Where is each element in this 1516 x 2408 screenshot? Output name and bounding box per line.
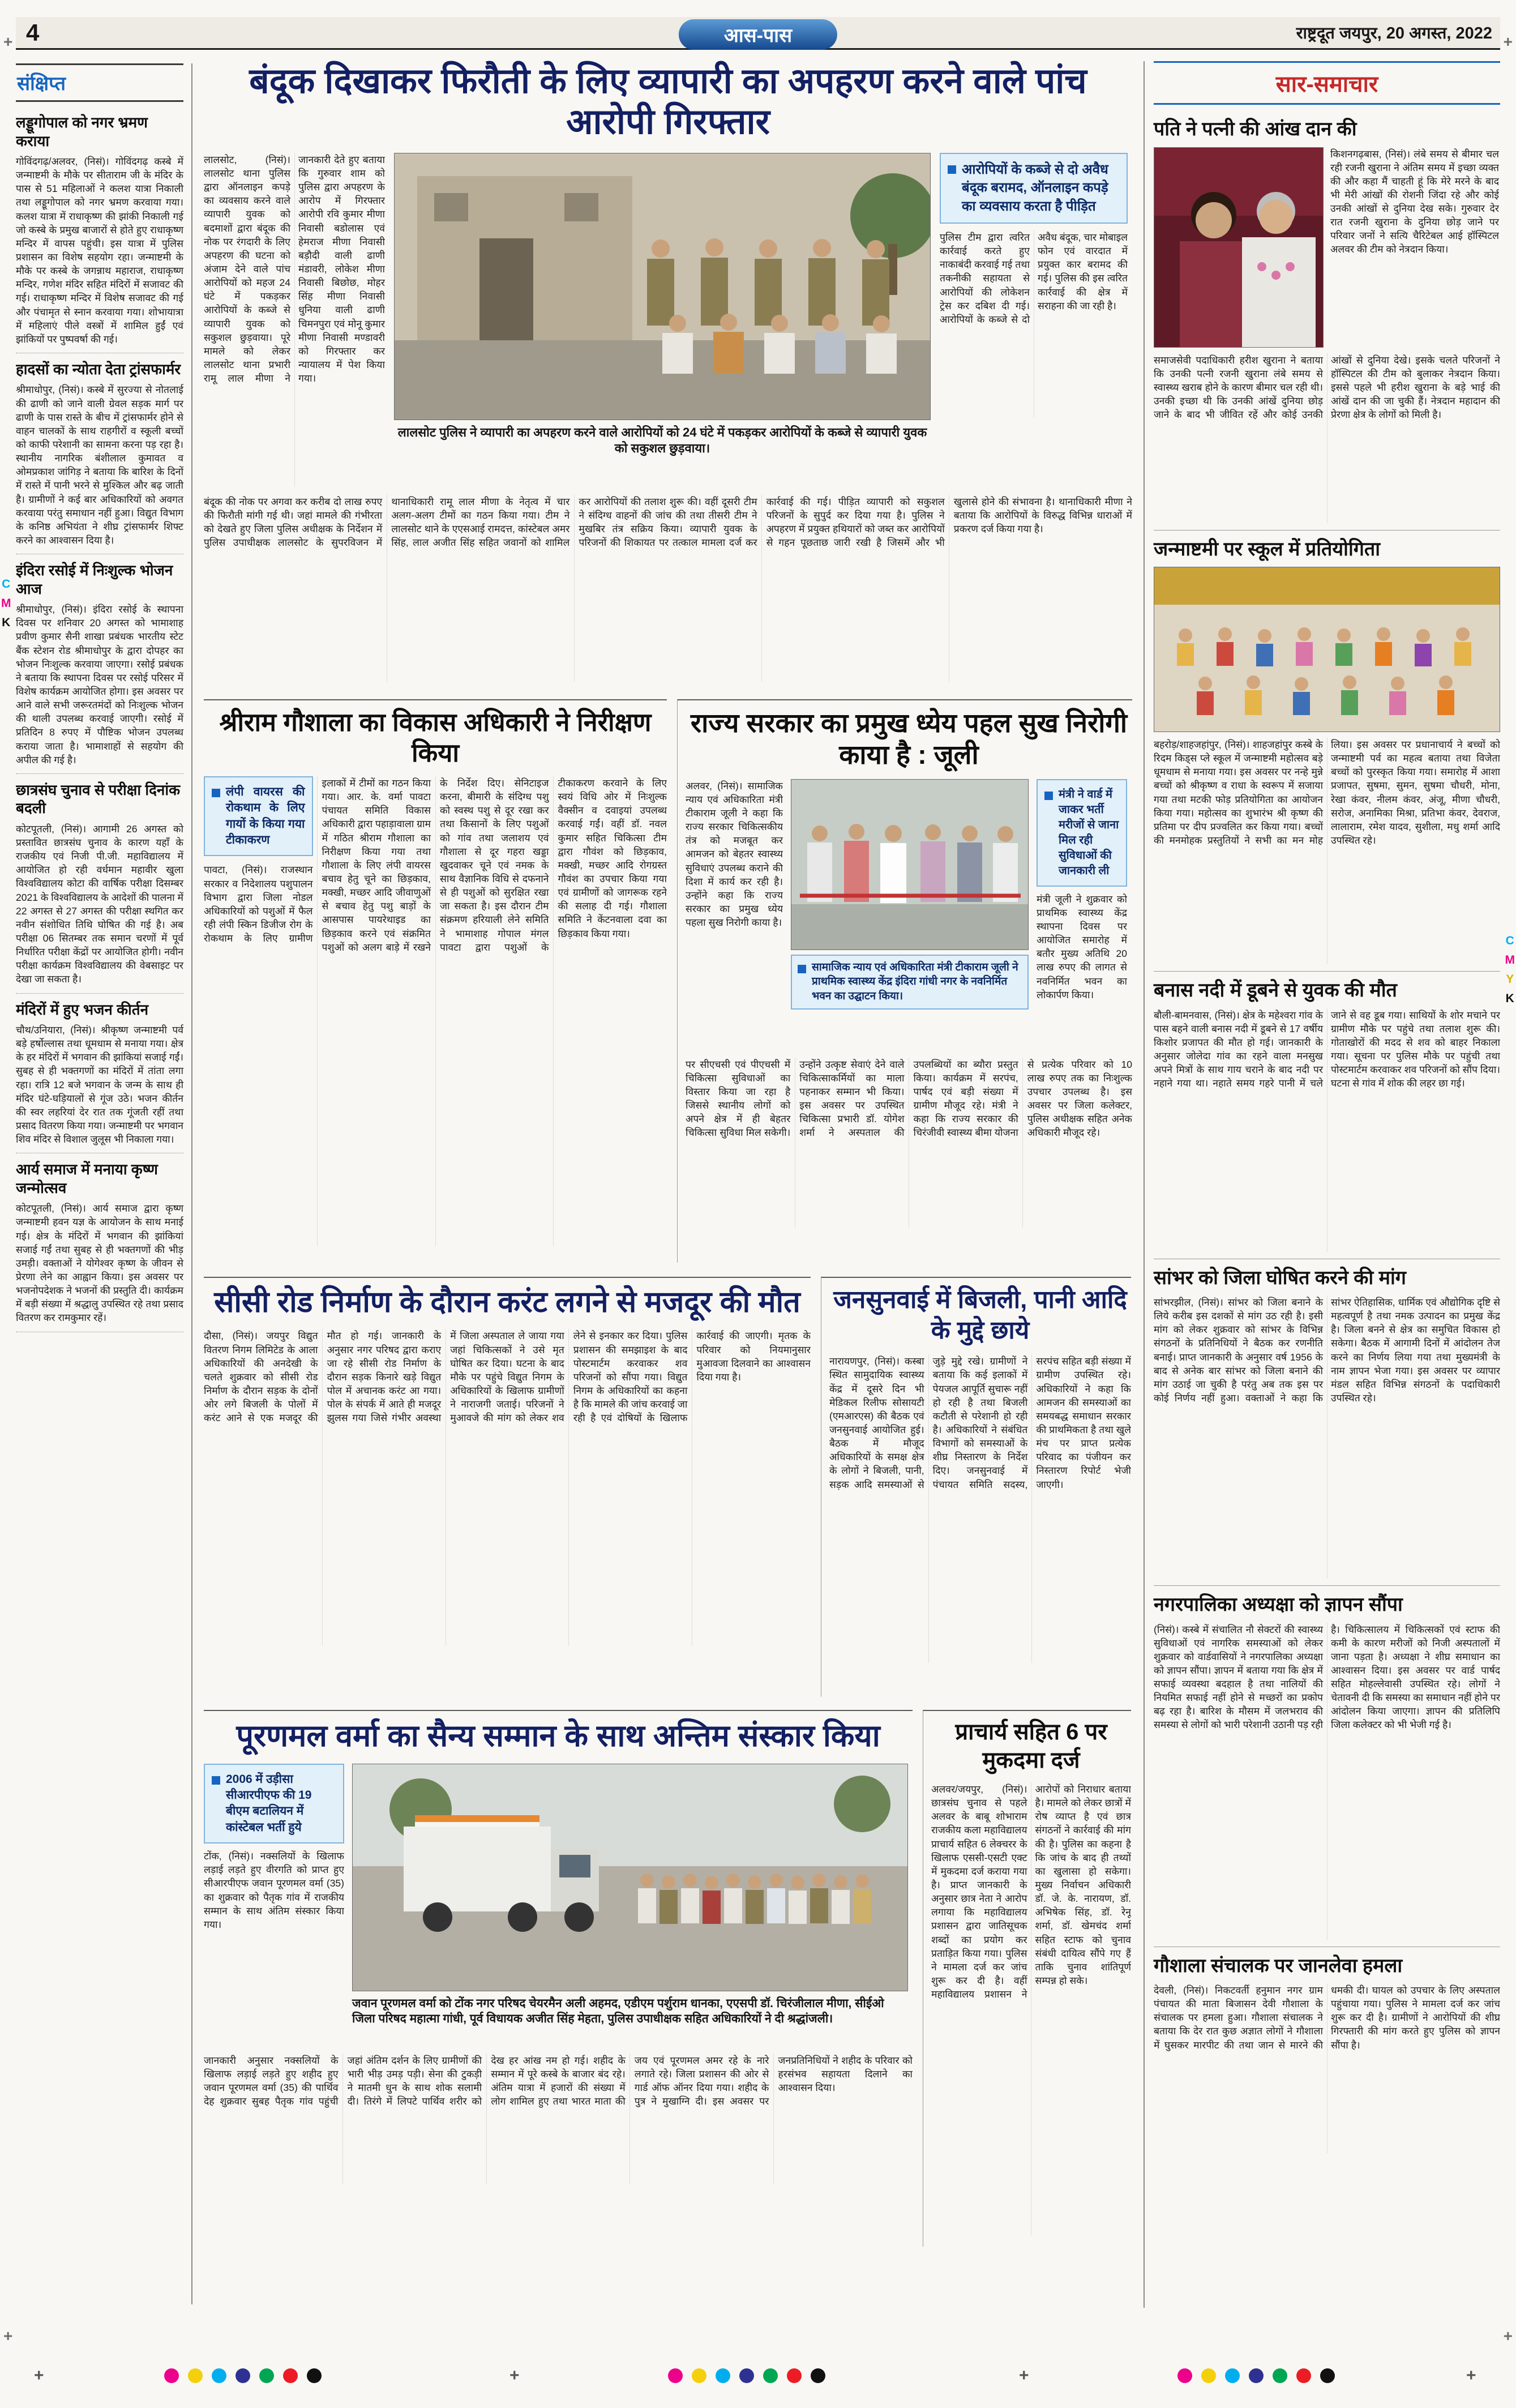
saar-headline: सांभर को जिला घोषित करने की मांग [1154,1267,1406,1289]
red-dot [1296,2368,1311,2383]
lead-photo [394,153,931,420]
brief-body: गोविंदगढ़/अलवर, (निसं)। गोविंदगढ़ कस्बे में जन्माष्टमी के मौके पर सीताराम जी के मंदिर के पास से 51 महिलाओं ने कलश यात्रा निकाली तथा लड्डूगोपाल को नगर भ्रमण करवाया गया। कलश यात्रा में राधाकृष्ण की झांकी निकाली गई जो कस्बे के प्रमुख बाजारों से होते हुए राधाकृष्ण मन्दिर में वापस पहुंची। इस यात्रा में पुलिस प्रशासन का विशेष सहयोग रहा। जन्माष्टमी के मौके पर कस्बे के जगन्नाथ महाराज, राधाकृष्ण मन्दिर, गणेश मंदिर सहित मंदिरों में सजावट की गई। राधाकृष्ण मन्दिर में विशेष सजावट की गई और पंचामृत से स्नान करवाया गया। शोभायात्रा में महिलाएं पीले वस्त्रों में शामिल हुईं एवं झांकियों पर पुष्पवर्षा की गई। [16,156,183,345]
julie-side-box-text: मंत्री ने वार्ड में जाकर भर्ती मरीजों से जाना मिल रही सुविधाओं की जानकारी ली [1059,788,1119,877]
registration-cross: + [1466,2366,1476,2385]
cyan-dot [716,2368,730,2383]
gaushala-headline: श्रीराम गौशाला का विकास अधिकारी ने निरीक्षण किया [219,708,652,767]
lead-article [204,61,1132,682]
square-bullet-icon [1044,792,1053,800]
yellow-letter: Y [1506,973,1514,986]
black-letter: K [1505,992,1514,1005]
magenta-dot [1177,2368,1192,2383]
crop-mark: + [1503,33,1513,50]
lead-photo-illustration [395,153,930,420]
lead-photo-figure [394,153,931,487]
yellow-dot [1201,2368,1216,2383]
edition-date: राष्ट्रदूत जयपुर, 20 अगस्त, 2022 [1296,24,1492,42]
julie-photo-figure [791,779,1029,1051]
brief-item [16,1153,183,1332]
saar-column [1144,61,1500,2308]
saar-body: बहरोड़/शाहजहांपुर, (निसं)। शाहजहांपुर कस्बे के रिदम किड्स प्ले स्कूल में जन्माष्टमी महोत्सव बड़े धूमधाम से मनाया गया। इस अवसर पर नन्हे मुन्ने बच्चों को श्रीकृष्ण व राधा के स्वरूप में सजाया गया तथा मटकी फोड़ प्रतियोगिता का आयोजन किया गया। महोत्सव का शुभारंभ श्री कृष्ण की प्रतिमा पर दीप प्रज्वलित कर किया गया। बच्चों की मनमोहक प्रस्तुतियों ने सभी का मन मोह लिया। इस अवसर पर प्रधानाचार्य ने बच्चों को जन्माष्टमी पर्व का महत्व बताया तथा विजेता बच्चों को पुरस्कृत किया गया। समारोह में आशा प्रजापत, सुषमा, सुमन, सुषमा चौधरी, मोना, रेखा कंवर, नीलम कंवर, अंजू, मीणा चौधरी, सरोज, अनामिका मिश्रा, प्रतिभा कंवर, देवराज, लालाराम, रमेश यादव, सुशीला, मधु शर्मा आदि उपस्थित रहे। [1154,739,1500,846]
julie-headline: राज्य सरकार का प्रमुख ध्येय पहल सुख निरोगी काया है : जूली [690,708,1128,770]
registration-marks-row [0,2368,1516,2385]
ccroad-headline: सीसी रोड निर्माण के दौरान करंट लगने से मजदूर की मौत [214,1286,800,1319]
lead-headline: बंदूक दिखाकर फिरौती के लिए व्यापारी का अपहरण करने वाले पांच आरोपी गिरफ्तार [249,62,1087,142]
julie-body-bottom: पर सीएचसी एवं पीएचसी में चिकित्सा सुविधाओं का विस्तार किया जा रहा है जिससे स्थानीय लोगों को अपने क्षेत्र में ही बेहतर चिकित्सा सुविधा मिल सकेगी। उन्होंने उत्कृष्ट सेवाएं देने वाले चिकित्साकर्मियों का माला पहनाकर सम्मान भी किया। इस अवसर पर उपस्थित चिकित्सा प्रभारी डॉ. योगेश शर्मा ने अस्पताल की उपलब्धियों का ब्यौरा प्रस्तुत किया। कार्यक्रम में सरपंच, पार्षद एवं बड़ी संख्या में ग्रामीण मौजूद रहे। मंत्री ने कहा कि राज्य सरकार की चिरंजीवी स्वास्थ्य बीमा योजना से प्रत्येक परिवार को 10 लाख रुपए तक का निःशुल्क उपचार उपलब्ध है। इस अवसर पर जिला कलेक्टर, पुलिस अधीक्षक सहित अनेक अधिकारी मौजूद रहे। [686,1058,1132,1139]
saar-body: देवली, (निसं)। निकटवर्ती हनुमान नगर ग्राम पंचायत की माता बिजासन देवी गौशाला के संचालक पर हमला हुआ। गौशाला संचालक ने बताया कि देर रात कुछ अज्ञात लोगों ने गौशाला में घुसकर मारपीट की तथा जान से मारने की धमकी दी। घायल को उपचार के लिए अस्पताल पहुंचाया गया। पुलिस ने मामला दर्ज कर जांच शुरू कर दी है। ग्रामीणों ने आरोपियों की शीघ्र गिरफ्तारी की मांग करते हुए पुलिस को ज्ञापन सौंपा है। [1154,1984,1500,2051]
purnmal-photo-caption: जवान पूरणमल वर्मा को टोंक नगर परिषद चेयरमैन अली अहमद, एडीएम पर्शुराम धानका, एएसपी डॉ. चिरंजीलाल मीणा, सीईओ जिला परिषद महात्मा गांधी, पूर्व विधायक अजीत सिंह मेहता, पुलिस उपाधीक्षक सहित अधिकारियों ने दी श्रद्धांजली। [352,1996,884,2026]
lead-highlight-box [940,153,1128,224]
school-children-illustration [1154,567,1500,732]
building-shape [417,176,632,340]
square-bullet-icon [212,1776,220,1785]
registration-cross: + [1019,2366,1029,2385]
julie-photo [791,779,1029,950]
registration-cross: + [509,2366,520,2385]
julie-side-box [1037,779,1127,887]
brief-body: श्रीमाधोपुर, (निसं)। कस्बे में सुरज्या से नोतलाई की ढाणी को जाने वाली ग्रेवल सड़क मार्ग पर ढाणी के पास रास्ते के बीच में ट्रांसफार्मर होने से वाहन चालकों के साथ राहगीरों व स्कूली बच्चों को काफी परेशानी का सामना करना पड़ रहा है। स्थानीय नागरिक बंशीलाल कुमावत व ओमप्रकाश जांगिड़ ने बताया कि बारिश के दिनों में रास्ते में पानी भरने से मुश्किल और बढ़ जाती है। ग्रामीणों ने कई बार अधिकारियों को अवगत करवाया परंतु समाधान नहीं हुआ। विद्युत विभाग के कनिष्ठ अभियंता ने शीघ्र ट्रांसफार्मर शिफ्ट करने का आश्वासन दिया है। [16,384,183,546]
cmyk-letters-left [1,578,11,630]
black-letter: K [2,616,11,629]
green-dot [763,2368,778,2383]
saar-headline: पति ने पत्नी की आंख दान की [1154,118,1357,140]
yellow-dot [188,2368,203,2383]
crop-mark: + [3,2327,13,2345]
cyan-letter: C [1505,934,1514,947]
green-dot [259,2368,274,2383]
magenta-dot [164,2368,179,2383]
saar-body: बौली-बामनवास, (निसं)। क्षेत्र के महेश्वरा गांव के पास बहने वाली बनास नदी में डूबने से 17 वर्षीय किशोर प्रजापत की मौत हो गई। जानकारी के अनुसार जोलेदा गांव का रहने वाला मनसुख अपने मित्रों के साथ गाय चराने के बाद नदी पर नहाने गया था। नहाते समय गहरे पानी में चले जाने से वह डूब गया। साथियों के शोर मचाने पर ग्रामीण मौके पर पहुंचे तथा तलाश शुरू की। गोताखोरों की मदद से शव को बाहर निकाला गया। सूचना पर पुलिस मौके पर पहुंची तथा पोस्टमार्टम करवाकर शव परिजनों को सौंप दिया। घटना से गांव में शोक की लहर छा गई। [1154,1009,1500,1089]
eye-donation-photo [1154,147,1324,348]
brief-item [16,353,183,554]
brief-item [16,994,183,1154]
lead-highlight-text: आरोपियों के कब्जे से दो अवैध बंदूक बरामद, ऑनलाइन कपड़े का व्यवसाय करता है पीड़ित [962,161,1108,214]
purnmal-body-bottom: जानकारी अनुसार नक्सलियों के खिलाफ लड़ाई लड़ते हुए शहीद हुए जवान पूरणमल वर्मा (35) की पार्थिव देह शुक्रवार सुबह पैतृक गांव पहुंची जहां अंतिम दर्शन के लिए ग्रामीणों की भारी भीड़ उमड़ पड़ी। सेना की टुकड़ी ने मातमी धुन के साथ शोक सलामी दी। तिरंगे में लिपटे पार्थिव शरीर को देख हर आंख नम हो गई। शहीद के सम्मान में पूरे कस्बे के बाजार बंद रहे। अंतिम यात्रा में हजारों की संख्या में लोग शामिल हुए तथा भारत माता की जय एवं पूरणमल अमर रहे के नारे लगाते रहे। जिला प्रशासन की ओर से गार्ड ऑफ ऑनर दिया गया। शहीद के पुत्र ने मुखाग्नि दी। इस अवसर पर जनप्रतिनिधियों ने शहीद के परिवार को हरसंभव सहायता दिलाने का आश्वासन दिया। [204,2054,913,2107]
brief-body: कोटपूतली, (निसं)। आर्य समाज द्वारा कृष्ण जन्माष्टमी हवन यज्ञ के आयोजन के साथ मनाई गई। क्षेत्र के मंदिरों में भगवान की झांकियां सजाई गईं तथा सुबह से ही भक्तगणों की भीड़ उमड़ी। वक्ताओं ने योगेश्वर कृष्ण के जीवन से प्रेरणा लेने का आह्वान किया। इस अवसर पर भजनोपदेशक ने भजनों की प्रस्तुति दी। कार्यक्रम में बड़ी संख्या में श्रद्धालु उपस्थित रहे तथा प्रसाद वितरण कर रामकुमार रहें। [16,1203,183,1324]
registration-cross: + [34,2366,44,2385]
school-contest-photo [1154,567,1500,732]
prachary-headline: प्राचार्य सहित 6 पर मुकदमा दर्ज [955,1720,1107,1773]
page-header [16,17,1500,50]
blue-dot [739,2368,754,2383]
brief-headline: लड्डूगोपाल को नगर भ्रमण कराया [16,114,148,149]
prachary-body: अलवर/जयपुर, (निसं)। छात्रसंघ चुनाव से पहले अलवर के बाबू शोभाराम राजकीय कला महाविद्यालय प्राचार्य सहित 6 लेक्चरर के खिलाफ एससी-एसटी एक्ट में मुकदमा दर्ज कराया गया है। प्राप्त जानकारी के अनुसार छात्र नेता ने आरोप लगाया कि महाविद्यालय प्रशासन द्वारा जातिसूचक शब्दों का प्रयोग कर प्रताड़ित किया गया। पुलिस ने मामला दर्ज कर जांच शुरू कर दी है। वहीं महाविद्यालय प्रशासन ने आरोपों को निराधार बताया है। मामले को लेकर छात्रों में रोष व्याप्त है एवं छात्र संगठनों ने कार्रवाई की मांग की है। पुलिस का कहना है कि जांच के बाद ही तथ्यों का खुलासा हो सकेगा। मुख्य निर्वाचन अधिकारी डॉ. जे. के. नारायण, डॉ. अभिषेक सिंह, डॉ. रेनू शर्मा, डॉ. खेमचंद शर्मा सहित स्टाफ को चुनाव संबंधी दायित्व सौंपे गए हैं ताकि चुनाव शांतिपूर्ण सम्पन्न हो सके। [931,1783,1131,2000]
saar-headline: जन्माष्टमी पर स्कूल में प्रतियोगिता [1154,538,1381,560]
brief-body: कोटपूतली, (निसं)। आगामी 26 अगस्त को प्रस्तावित छात्रसंघ चुनाव के कारण यहाँ के राजकीय एवं निजी पी.जी. महाविद्यालय में आयोजित हो रही वर्धमान महावीर खुला विश्वविद्यालय कोटा की वार्षिक परीक्षा दिसम्बर 2021 के विश्वविद्यालय के आदेशों की पालना में 22 अगस्त से 27 अगस्त की परीक्षा स्थगित कर नवीन संशोधित तिथि घोषित की गई है। अब परीक्षा 06 सितम्बर तक समान चरणों में पूर्व निर्धारित परीक्षा केंद्रों पर आयोजित होगी। नवीन परीक्षा कार्यक्रम विश्वविद्यालय की वेबसाइट पर देखा जा सकता है। [16,823,183,985]
lead-body-bottom: बंदूक की नोक पर अगवा कर करीब दो लाख रुपए की फिरौती मांगी गई थी। जहां मामले की गंभीरता को देखते हुए जिला पुलिस अधीक्षक के निर्देशन में पुलिस उपाधीक्षक लालसोट के सुपरविजन में थानाधिकारी रामू लाल मीणा के नेतृत्व में चार अलग-अलग टीमों का गठन किया गया। टीम ने लालसोट थाने के एएसआई रामदत्त, कांस्टेबल अमर सिंह, लाल अजीत सिंह सहित जवानों को शामिल कर आरोपियों की तलाश शुरू की। वहीं दूसरी टीम ने संदिग्ध वाहनों की जांच की तथा तीसरी टीम ने मुखबिर तंत्र सक्रिय किया। व्यापारी युवक के परिजनों की शिकायत पर तत्काल मामला दर्ज कर कार्रवाई की गई। पीड़ित व्यापारी को सकुशल परिजनों के सुपुर्द कर दिया गया है। पुलिस ने अपहरण में प्रयुक्त हथियारों को जब्त कर आरोपियों से गहन पूछताछ जारी रखी है जिसमें और भी खुलासे होने की संभावना है। थानाधिकारी मीणा ने बताया कि आरोपियों के विरुद्ध विभिन्न धाराओं में प्रकरण दर्ज किया गया है। [204,495,1132,549]
brief-body: श्रीमाधोपुर, (निसं)। इंदिरा रसोई के स्थापना दिवस पर शनिवार 20 अगस्त को भामाशाह प्रवीण कुमार सैनी शाखा प्रबंधक भारतीय स्टेट बैंक स्टेशन रोड श्रीमाधोपुर के द्वारा दोपहर का भोजन निःशुल्क करवाया जाएगा। रसोई प्रबंधक ने बताया कि स्थापना दिवस पर रसोई परिसर में विशेष कार्यक्रम आयोजित होगा। इस अवसर पर आने वाले सभी जरूरतमंदों को निःशुल्क भोजन की थाली उपलब्ध करवाई जाएगी। रसोई में प्रतिदिन 8 रुपए में पौष्टिक भोजन उपलब्ध कराया जाता है। भामाशाहों से सहयोग की अपील की गई है। [16,604,183,765]
purnmal-photo [352,1764,908,1991]
saar-item-row [1154,147,1500,348]
square-bullet-icon [798,965,806,973]
brief-headline: आर्य समाज में मनाया कृष्ण जन्मोत्सव [16,1161,158,1196]
magenta-dot [668,2368,683,2383]
saar-item-memorandum [1154,1586,1500,1947]
briefs-section-title: संक्षिप्त [16,63,183,102]
saar-item-school-contest [1154,531,1500,972]
saar-body: (निसं)। कस्बे में संचालित नौ सेक्टरों की स्वास्थ्य सुविधाओं एवं नागरिक समस्याओं को लेकर शुक्रवार को वार्डवासियों ने नगरपालिका अध्यक्षा को ज्ञापन सौंपा। ज्ञापन में बताया गया कि क्षेत्र में सफाई व्यवस्था बदहाल है तथा नालियों की नियमित सफाई नहीं होने से मच्छरों का प्रकोप बढ़ रहा है। बारिश के मौसम में जलभराव की समस्या से लोगों को भारी परेशानी उठानी पड़ रही है। चिकित्सालय में चिकित्सकों एवं स्टाफ की कमी के कारण मरीजों को निजी अस्पतालों में जाना पड़ता है। अध्यक्षा ने शीघ्र समाधान का आश्वासन दिया। इस अवसर पर वार्ड पार्षद सहित मोहल्लेवासी उपस्थित रहे। लोगों ने चेतावनी दी कि समस्या का समाधान नहीं होने पर आंदोलन किया जाएगा। ज्ञापन की प्रतिलिपि जिला कलेक्टर को भी भेजी गई है। [1154,1623,1500,1731]
lead-right-column [940,153,1128,487]
purnmal-highlight-text: 2006 में उड़ीसा सीआरपीएफ की 19 बीएम बटालियन में कांस्टेबल भर्ती हुये [226,1772,312,1834]
gaushala-highlight-box [204,776,313,856]
black-dot [1320,2368,1335,2383]
saar-headline: नगरपालिका अध्यक्षा को ज्ञापन सौंपा [1154,1594,1403,1615]
brief-headline: छात्रसंघ चुनाव से परीक्षा दिनांक बदली [16,781,181,817]
red-dot [283,2368,298,2383]
black-dot [811,2368,825,2383]
green-dot [1273,2368,1287,2383]
brief-item [16,774,183,994]
brief-item [16,554,183,774]
black-dot [307,2368,322,2383]
blue-dot [235,2368,250,2383]
saar-item-gaushala-attack [1154,1947,1500,2161]
julie-article-row [686,779,1132,1051]
lead-photo-caption: लालसोट पुलिस ने व्यापारी का अपहरण करने वाले आरोपियों को 24 घंटे में पकड़कर आरोपियों के कब्जे से व्यापारी युवक को सकुशल छुड़वाया। [397,425,927,456]
gaushala-body [204,776,667,1246]
saar-body-side: किशनगढ़बास, (निसं)। लंबे समय से बीमार चल रही रजनी खुराना ने अंतिम समय में इच्छा व्यक्त की और कहा मैं चाहती हूं कि मेरे मरने के बाद भी मेरी आंखों की रोशनी जिंदा रहे और कोई उनकी आंखों से दुनिया देख सके। गुरुवार देर रात रजनी खुराना के दुनिया छोड़ जाने पर परिवार जनों ने सत्यि चैरिटेबल आई हॉस्पिटल अलवर की टीम को नेत्रदान किया। [1330,148,1499,255]
ccroad-article [204,1277,811,1697]
saar-item-drowning [1154,972,1500,1259]
cyan-letter: C [2,578,11,591]
couple-portrait-illustration [1154,148,1323,347]
jansunwai-body: नारायणपुर, (निसं)। कस्बा स्थित सामुदायिक स्वास्थ्य केंद्र में दूसरे दिन भी मेडिकल रिलीफ सोसायटी (एमआरएस) की बैठक एवं जनसुनवाई आयोजित हुई। बैठक में मौजूद अधिकारियों के समक्ष क्षेत्र के लोगों ने बिजली, पानी, सड़क आदि समस्याओं से जुड़े मुद्दे रखे। ग्रामीणों ने बताया कि कई इलाकों में पेयजल आपूर्ति सुचारू नहीं हो रही है तथा बिजली कटौती से परेशानी हो रही है। अधिकारियों ने संबंधित विभागों को समस्याओं के शीघ्र निस्तारण के निर्देश दिए। जनसुनवाई में पंचायत समिति सदस्य, सरपंच सहित बड़ी संख्या में ग्रामीण उपस्थित रहे। अधिकारियों ने कहा कि आमजन की समस्याओं का समयबद्ध समाधान सरकार की प्राथमिकता है तथा खुले मंच पर प्राप्त प्रत्येक परिवाद का पंजीयन कर निस्तारण रिपोर्ट भेजी जाएगी। [829,1355,1131,1490]
magenta-letter: M [1,597,11,610]
ccroad-body: दौसा, (निसं)। जयपुर विद्युत वितरण निगम लिमिटेड के आला अधिकारियों की अनदेखी के चलते शुक्रवार को सीसी रोड निर्माण के दौरान सड़क के दोनों ओर लगे बिजली के पोलों में करंट आने से एक मजदूर की मौत हो गई। जानकारी के अनुसार नगर परिषद द्वारा कराए जा रहे सीसी रोड निर्माण के दौरान सड़क किनारे खड़े विद्युत पोल में अचानक करंट आ गया। पोल के संपर्क में आते ही मजदूर झुलस गया जिसे गंभीर अवस्था में जिला अस्पताल ले जाया गया जहां चिकित्सकों ने उसे मृत घोषित कर दिया। घटना के बाद मौके पर पहुंचे विद्युत निगम के अधिकारियों के खिलाफ ग्रामीणों ने नाराजगी जताई। परिजनों ने मुआवजे की मांग को लेकर शव लेने से इनकार कर दिया। पुलिस प्रशासन की समझाइश के बाद पोस्टमार्टम करवाकर शव परिजनों को सौंपा गया। विद्युत निगम के अधिकारियों का कहना है कि मामले की जांच करवाई जा रही है एवं दोषियों के खिलाफ कार्रवाई की जाएगी। मृतक के परिवार को नियमानुसार मुआवजा दिलवाने का आश्वासन दिया गया है। [204,1330,811,1424]
saar-body-more: समाजसेवी पदाधिकारी हरीश खुराना ने बताया कि उनकी पत्नी रजनी खुराना लंबे समय से स्वास्थ्य खराब होने के कारण बीमार चल रही थी। उनकी इच्छा थी कि उनकी आंखें दुनिया छोड़ जाने के बाद भी जीवित रहें और कोई उनकी आंखों से दुनिया देखे। इसके चलते परिजनों ने हॉस्पिटल की टीम को बुलाकर नेत्रदान किया। इससे पहले भी हरीश खुराना के बड़े भाई की आंखें दान की जा चुकी हैं। नेत्रदान महादान की प्रेरणा क्षेत्र के लोगों को मिली है। [1154,354,1500,421]
purnmal-highlight-box [204,1764,344,1844]
color-dot-group [164,2368,322,2383]
jansunwai-headline: जनसुनवाई में बिजली, पानी आदि के मुद्दे छाये [833,1286,1127,1344]
tree-shape [834,1776,890,1832]
saar-item-eye-donation [1154,110,1500,531]
saar-item-sambhar-district [1154,1259,1500,1586]
purnmal-article-row [204,1764,913,2047]
prachary-article [923,1710,1131,2247]
lead-body-right: पुलिस टीम द्वारा त्वरित कार्रवाई करते हुए नाकाबंदी करवाई गई तथा तकनीकी सहायता से आरोपियों की लोकेशन ट्रेस कर दबिश दी गई। आरोपियों के कब्जे से दो अवैध बंदूक, चार मोबाइल फोन एवं वारदात में प्रयुक्त कार बरामद की गई। पुलिस की इस त्वरित कार्रवाई की क्षेत्र में सराहना की जा रही है। [940,231,1128,325]
color-dot-group [1177,2368,1335,2383]
cyan-dot [212,2368,226,2383]
gaushala-body-text: पावटा, (निसं)। राजस्थान सरकार व निदेशालय पशुपालन विभाग द्वारा जिला नोडल अधिकारियों को पशुओं में फैल रही लंपी स्किन डिजीज रोग के रोकथाम के लिए ग्रामीण इलाकों में टीमों का गठन किया गया। आर. के. वर्मा पावटा पंचायत समिति विकास अधिकारी द्वारा पहाड़ावाला ग्राम में गठित श्रीराम गौशाला का निरीक्षण किया गया तथा गौशाला के लिए लंपी वायरस बचाव हेतु चूने का छिड़काव, मक्खी, मच्छर आदि जीवाणुओं से बचाव हेतु पशु बाड़ों के आसपास पायरेथाइड का छिड़काव करने एवं संक्रमित पशुओं को अलग बाड़े में रखने के निर्देश दिए। सेनिटाइज करना, बीमारी के संदिग्ध पशु को स्वस्थ पशु से दूर रखा कर तथा किसानों के लिए पशुओं को गांव तथा जलाशय एवं गौशाला से दूर गहरा खड्डा खुदवाकर चूने एवं नमक के साथ वैज्ञानिक विधि से दफनाने से ही पशुओं को सुरक्षित रखा जा सकता है। इस दौरान टीम संक्रमण हरियाली लेने समिति ने भामाशाह गोपाल मंगल पावटा द्वारा पशुओं के टीकाकरण करवाने के लिए स्वयं विधि ओर में निःशुल्क वैक्सीन व दवाइयां उपलब्ध करवाई गईं। वहीं डॉ. नवल कुमार सहित चिकित्सा टीम द्वारा गौवंश को छिड़काव, मक्खी, मच्छर आदि रोगग्रस्त गौवंश का उपचार किया गया एवं ग्रामीणों को जागरूक रहने की सलाह दी गई। गौशाला समिति ने केंटनवाला दवा का छिड़काव किया गया। [204,777,667,953]
cyan-dot [1225,2368,1240,2383]
julie-article [677,699,1132,1263]
gaushala-article [204,699,667,1263]
saar-headline: गौशाला संचालक पर जानलेवा हमला [1154,1954,1403,1977]
ribbon-cutting-illustration [791,780,1028,949]
blue-dot [1249,2368,1264,2383]
crowd-figures [638,1874,871,1924]
brief-headline: हादसों का न्योता देता ट्रांसफार्मर [16,360,181,378]
saar-body: सांभरझील, (निसं)। सांभर को जिला बनाने के लिये करीब इस दशकों से मांग उठ रही है। इसी मांग को लेकर शुक्रवार को सांभर के विभिन्न संगठनों के प्रतिनिधियों ने बैठक कर रणनीति बनाई। प्राप्त जानकारी के अनुसार वर्ष 1956 के बाद से अनेक बार सांभर को जिला बनाने की मांग उठाई जा चुकी है परंतु अब तक इस पर कोई निर्णय नहीं हुआ। वक्ताओं ने कहा कि सांभर ऐतिहासिक, धार्मिक एवं औद्योगिक दृष्टि से महत्वपूर्ण है तथा नमक उत्पादन का प्रमुख केंद्र है। जिला बनने से क्षेत्र का समुचित विकास हो सकेगा। बैठक में आगामी दिनों में आंदोलन तेज करने का निर्णय लिया गया तथा मुख्यमंत्री के नाम ज्ञापन भेजा गया। इस अवसर पर व्यापार मंडल सहित विभिन्न संगठनों के पदाधिकारी उपस्थित रहे। [1154,1297,1500,1404]
gaushala-highlight-text: लंपी वायरस की रोकथाम के लिए गायों के किया गया टीकाकरण [226,785,305,847]
saar-section-title: सार-समाचार [1154,61,1500,105]
brief-body: चौथ/उनियारा, (निसं)। श्रीकृष्ण जन्माष्टमी पर्व बड़े हर्षोल्लास तथा धूमधाम से मनाया गया। क्षेत्र के हर मंदिरों में भगवान की झांकियां सजाई गईं। सुबह से ही भक्तगणों का मंदिरों में तांता लगा रहा। रात्रि 12 बजे भगवान के जन्म के साथ ही मंदिर घंटे-घड़ियालों से गूंज उठे। भजन कीर्तन की स्वर लहरियां देर रात तक गूंजती रहीं तथा प्रसाद वितरण किया गया। जन्माष्टमी पर भगवान शिव मंदिर से विशाल जुलूस भी निकाला गया। [16,1024,183,1145]
saar-headline: बनास नदी में डूबने से युवक की मौत [1154,980,1397,1001]
julie-caption-text: सामाजिक न्याय एवं अधिकारिता मंत्री टीकाराम जूली ने प्राथमिक स्वास्थ्य केंद्र इंदिरा गांधी नगर के नवनिर्मित भवन का उद्घाटन किया। [812,961,1018,1003]
magenta-letter: M [1505,953,1515,966]
section-name-capsule: आस-पास [679,19,837,50]
cmyk-letters-right [1505,934,1515,1006]
brief-headline: इंदिरा रसोई में निःशुल्क भोजन आज [16,562,173,597]
square-bullet-icon [948,165,956,174]
lead-body-left: लालसोट, (निसं)। लालसोट थाना पुलिस द्वारा ऑनलाइन कपड़े का व्यवसाय करने वाले व्यापारी युवक को बदमाशों द्वारा बंदूक की नोक पर रंगदारी के लिए अपहरण की घटना को अंजाम देने वाले पांच आरोपियों को महज 24 घंटे में पकड़कर आरोपियों के कब्जे से व्यापारी युवक को सकुशल छुड़वाया। पूरे मामले को लेकर लालसोट थाना प्रभारी रामू लाल मीणा ने जानकारी देते हुए बताया कि गुरुवार शाम को पुलिस द्वारा अपहरण के आरोप में गिरफ्तार आरोपी रवि कुमार मीणा निवासी बडोलास एवं हेमराज मीणा निवासी बड़ौदी वाली ढाणी मंडावरी, लोकेश मीणा निवासी बिछोछ, मोहर सिंह मीणा निवासी धुनिया वाली ढाणी चिमनपुरा एवं मोनू कुमार मीणा निवासी मण्डावरी को गिरफ्तार कर न्यायालय में पेश किया गया। [204,153,385,384]
yellow-dot [692,2368,706,2383]
crop-mark: + [1503,2327,1513,2345]
julie-body-right: मंत्री जूली ने शुक्रवार को प्राथमिक स्वास्थ्य केंद्र स्थापना दिवस पर आयोजित समारोह में बतौर मुख्य अतिथि 20 लाख रुपए की लागत से नवनिर्मित भवन का लोकार्पण किया। [1037,893,1127,1000]
julie-right-column [1037,779,1127,1051]
brief-item [16,106,183,353]
page-number: 4 [26,19,40,46]
color-dot-group [668,2368,825,2383]
julie-caption-box [791,955,1029,1010]
purnmal-body-left: टोंक, (निसं)। नक्सलियों के खिलाफ लड़ाई लड़ते हुए वीरगति को प्राप्त हुए सीआरपीएफ जवान पूरणमल वर्मा (35) का शुक्रवार को पैतृक गांव में राजकीय सम्मान के साथ अंतिम संस्कार किया गया। [204,1850,344,1930]
lead-article-row [204,153,1132,487]
purnmal-article [204,1710,913,2247]
square-bullet-icon [212,789,220,797]
brief-headline: मंदिरों में हुए भजन कीर्तन [16,1000,149,1018]
crop-mark: + [3,33,13,50]
purnmal-left-column [204,1764,344,2047]
julie-body-left: अलवर, (निसं)। सामाजिक न्याय एवं अधिकारिता मंत्री टीकाराम जूली ने कहा कि राज्य सरकार चिकित्सकीय तंत्र को मजबूत कर आमजन को बेहतर स्वास्थ्य सुविधाएं उपलब्ध कराने की दिशा में कार्य कर रही है। उन्होंने कहा कि राज्य सरकार का प्रमुख ध्येय पहला सुख निरोगी काया है। [686,780,783,929]
purnmal-headline: पूरणमल वर्मा का सैन्य सम्मान के साथ अन्तिम संस्कार किया [236,1719,880,1753]
jansunwai-article [821,1277,1131,1697]
briefs-column [16,63,192,2304]
purnmal-photo-figure [352,1764,908,2047]
funeral-procession-illustration [353,1764,907,1991]
red-dot [787,2368,802,2383]
